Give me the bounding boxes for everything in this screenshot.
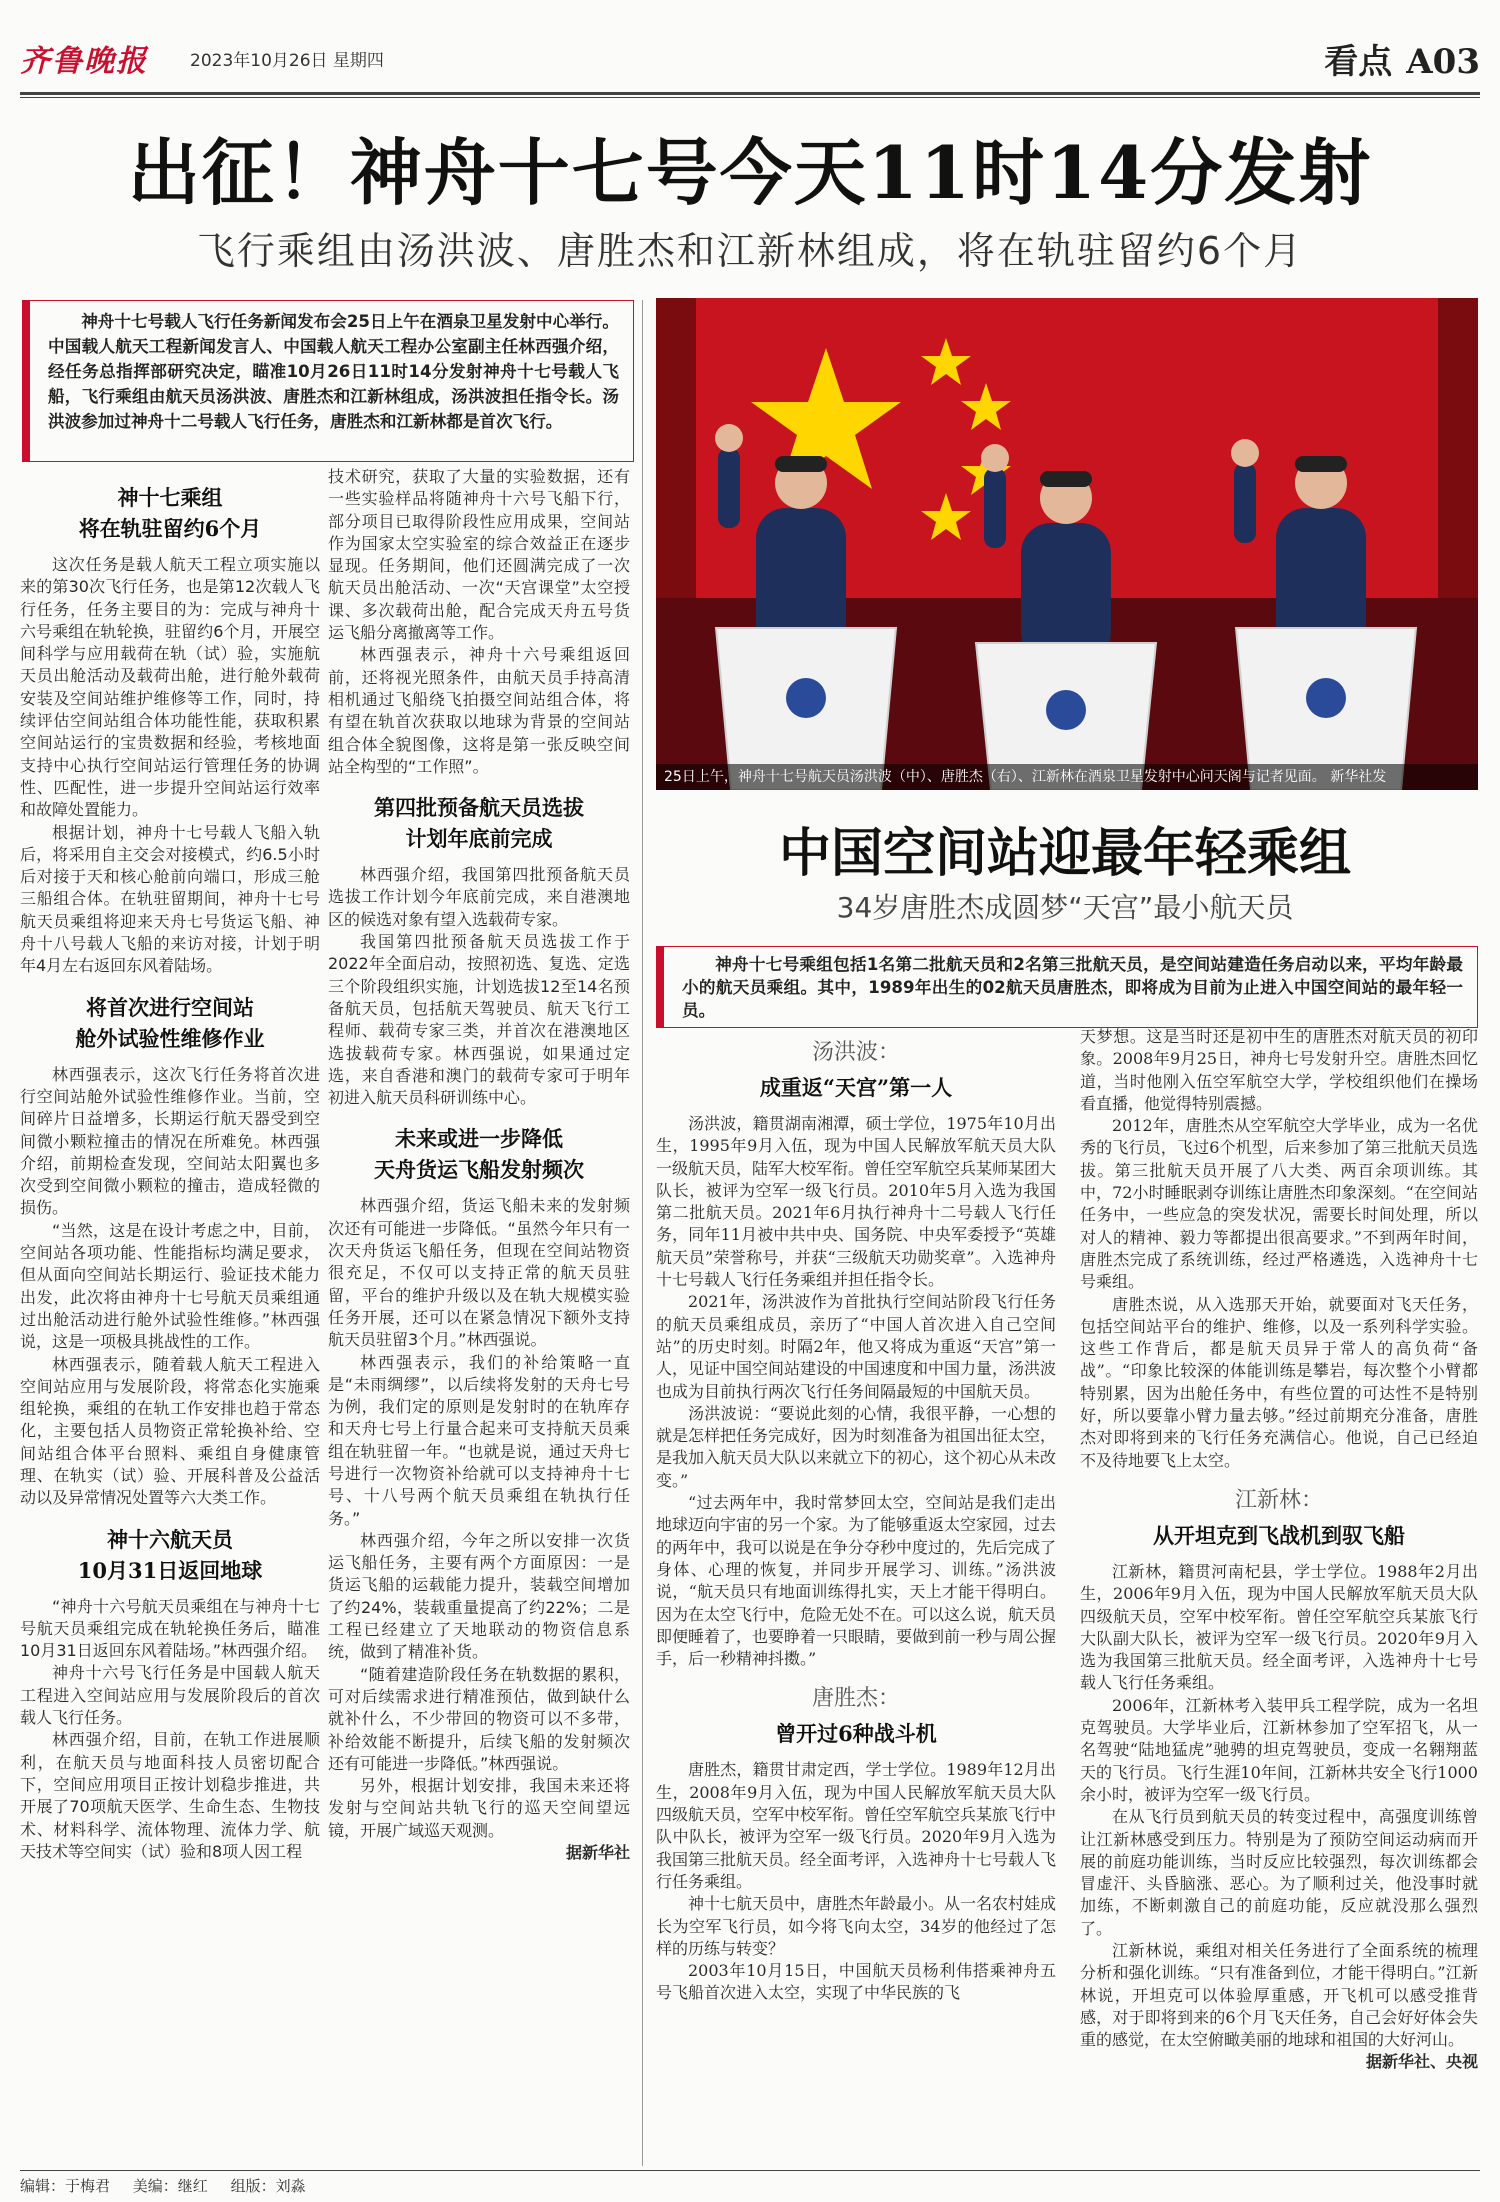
section-heading: 神十六航天员 10月31日返回地球 xyxy=(77,1526,263,1583)
paragraph: 神舟十六号飞行任务是中国载人航天工程进入空间站应用与发展阶段后的首次载人飞行任务。 xyxy=(20,1663,320,1728)
paragraph: 唐胜杰说，从入选那天开始，就要面对飞天任务，包括空间站平台的维护、维修，以及一系列科学实验。这些工作背后，都是航天员异于常人的高负荷“备战”。“印象比较深的体能训练是攀岩，每次整个小臂都特别累，因为出舱任务中，有些位置的可达性不是特别好，所以要靠小臂力量去够。”经过前期充分准备，唐胜杰对即将到来的飞行任务充满信心。他说，自己已经迫不及待地要飞上太空。 xyxy=(1080,1294,1478,1470)
paragraph: 林西强介绍，目前，在轨工作进展顺利，在航天员与地面科技人员密切配合下，空间应用项目正按计划稳步推进，共开展了70项航天医学、生命生态、生物技术、材料科学、流体物理、流体力学、航天技术等空间实（试）验和8项人因工程 xyxy=(20,1730,320,1861)
section-name: 看点 xyxy=(1324,42,1393,82)
column-divider xyxy=(642,300,643,2166)
section-heading: 将首次进行空间站 舱外试验性维修作业 xyxy=(75,994,265,1051)
column-b xyxy=(328,466,630,2166)
column-d xyxy=(1080,1026,1478,2166)
story2-lead: 神舟十七号乘组包括1名第二批航天员和2名第三批航天员，是空间站建造任务启动以来，平均年龄最小的航天员乘组。其中，1989年出生的02航天员唐胜杰，即将成为目前为止进入中国空间站的最年轻一员。 xyxy=(656,946,1478,1028)
top-rule xyxy=(20,92,1480,95)
paragraph: “当然，这是在设计考虑之中，目前，空间站各项功能、性能指标均满足要求，但从面向空间站长期运行、验证技术能力出发，此次将由神舟十七号航天员乘组通过出舱活动进行舱外试验性维修。”林西强说，这是一项极具挑战性的工作。 xyxy=(20,1220,320,1352)
paragraph: “随着建造阶段任务在轨数据的累积，可对后续需求进行精准预估，做到缺什么就补什么，不少带回的物资可以不多带，补给效能不断提升，后续飞船的发射频次还有可能进一步降低。”林西强说。 xyxy=(328,1664,630,1773)
paragraph: 根据计划，神舟十七号载人飞船入轨后，将采用自主交会对接模式，约6.5小时后对接于天和核心舱前向端口，形成三舱三船组合体。在轨驻留期间，神舟十七号航天员乘组将迎来天舟七号货运飞船、神舟十八号载人飞船的来访对接，计划于明年4月左右返回东风着陆场。 xyxy=(20,822,320,976)
paragraph: 林西强介绍，货运飞船未来的发射频次还有可能进一步降低。“虽然今年只有一次天舟货运飞船任务，但现在空间站物资很充足，不仅可以支持正常的航天员驻留，平台的维护升级以及在轨大规模实验任务开展，还可以在紧急情况下额外支持航天员驻留3个月。”林西强说。 xyxy=(328,1196,630,1350)
page-number: A03 xyxy=(1406,42,1480,82)
story2-headline: 中国空间站迎最年轻乘组 xyxy=(778,823,1351,884)
paragraph: 林西强表示，随着载人航天工程进入空间站应用与发展阶段，将常态化实施乘组轮换，乘组的在轨工作安排也趋于常态化，主要包括人员物资正常轮换补给、空间站组合体平台照料、乘组自身健康管理、在轨实（试）验、开展科普及公益活动以及异常情况处置等六大类工作。 xyxy=(20,1354,320,1508)
section-heading: 第四批预备航天员选拔 计划年底前完成 xyxy=(374,795,584,852)
story2-subheadline: 34岁唐胜杰成圆梦“天宫”最小航天员 xyxy=(836,891,1294,924)
paragraph: 2003年10月15日，中国航天员杨利伟搭乘神舟五号飞船首次进入太空，实现了中华民族的飞 xyxy=(656,1961,1056,2003)
photo-illustration xyxy=(656,298,1478,790)
layout-credit: 组版：刘淼 xyxy=(230,2177,306,2195)
mission-badge-icon xyxy=(1306,678,1346,718)
section-label xyxy=(1324,34,1480,83)
designer-credit: 美编：继红 xyxy=(132,2177,208,2195)
paragraph: 在从飞行员到航天员的转变过程中，高强度训练曾让江新林感受到压力。特别是为了预防空间运动病而开展的前庭功能训练，当时反应比较强烈，每次训练都会冒虚汗、头昏脑涨、恶心。为了顺利过关，他没事时就加练，不断刺激自己的前庭功能，反应就没那么强烈了。 xyxy=(1080,1807,1478,1938)
bottom-rule xyxy=(20,2170,1480,2171)
astronaut-name: 江新林： xyxy=(1234,1487,1323,1513)
paragraph: 这次任务是载人航天工程立项实施以来的第30次飞行任务，也是第12次载人飞行任务，任务主要目的为：完成与神舟十六号乘组在轨轮换，驻留约6个月，开展空间科学与应用载荷在轨（试）验，实施航天员出舱活动及载荷出舱，进行舱外载荷安装及空间站维护维修等工作，同时，持续评估空间站组合体功能性能，获取积累空间站运行的宝贵数据和经验，考核地面支持中心执行空间站运行管理任务的协调性、匹配性，进一步提升空间站运行效率和故障处置能力。 xyxy=(20,555,320,820)
column-c xyxy=(656,1036,1056,2166)
paragraph: 天梦想。这是当时还是初中生的唐胜杰对航天员的初印象。2008年9月25日，神舟七号发射升空。唐胜杰回忆道，当时他刚入伍空军航空大学，学校组织他们在操场看直播，他觉得特别震撼。 xyxy=(1080,1027,1478,1113)
main-subheadline: 飞行乘组由汤洪波、唐胜杰和江新林组成，将在轨驻留约6个月 xyxy=(196,229,1304,273)
source-credit: 据新华社 xyxy=(565,1843,630,1863)
section-heading: 成重返“天宫”第一人 xyxy=(759,1075,953,1100)
source-credit: 据新华社、央视 xyxy=(1365,2052,1478,2072)
issue-date: 2023年10月26日 星期四 xyxy=(190,51,384,71)
paragraph: 2012年，唐胜杰从空军航空大学毕业，成为一名优秀的飞行员，飞过6个机型，后来参加了第三批航天员选拔。第三批航天员开展了八大类、两百余项训练。其中，72小时睡眠剥夺训练让唐胜杰印象深刻。“在空间站任务中，一些应急的突发状况，需要长时间处理，所以对人的精神、毅力等都提出很高要求。”不到两年时间，唐胜杰完成了系统训练，经过严格遴选，入选神舟十七号乘组。 xyxy=(1080,1116,1478,1292)
top-rule-thin xyxy=(20,97,1480,98)
paragraph: 林西强表示，这次飞行任务将首次进行空间站舱外试验性维修作业。当前，空间碎片日益增多，长期运行航天器受到空间微小颗粒撞击的情况在所难免。林西强介绍，前期检查发现，空间站太阳翼也多次受到空间微小颗粒的撞击，造成轻微的损伤。 xyxy=(20,1064,320,1218)
paragraph: 另外，根据计划安排，我国未来还将发射与空间站共轨飞行的巡天空间望远镜，开展广域巡天观测。 xyxy=(328,1776,630,1840)
astronaut-name: 汤洪波： xyxy=(811,1040,900,1065)
paragraph: 林西强介绍，我国第四批预备航天员选拔工作计划今年底前完成，来自港澳地区的候选对象有望入选载荷专家。 xyxy=(328,865,630,929)
mission-badge-icon xyxy=(1046,690,1086,730)
paragraph: 江新林，籍贯河南杞县，学士学位。1988年2月出生，2006年9月入伍，现为中国人民解放军航天员大队四级航天员，空军中校军衔。曾任空军航空兵某旅飞行大队副大队长，被评为空军一级飞行员。2020年9月入选为我国第三批航天员。经全面考评，入选神舟十七号载人飞行任务乘组。 xyxy=(1080,1561,1478,1693)
astronauts-photo xyxy=(656,298,1478,790)
section-heading: 神十七乘组 将在轨驻留约6个月 xyxy=(78,485,262,541)
paragraph: 江新林说，乘组对相关任务进行了全面系统的梳理分析和强化训练。“只有准备到位，才能干得明白。”江新林说，开坦克可以体验厚重感，开飞机可以感受推背感，对于即将到来的6个月飞天任务，自己会好好体会失重的感觉，在太空俯瞰美丽的地球和祖国的大好河山。 xyxy=(1080,1940,1478,2050)
newspaper-logo: 齐鲁晚报 xyxy=(20,44,148,79)
paragraph: 唐胜杰，籍贯甘肃定西，学士学位。1989年12月出生，2008年9月入伍，现为中国人民解放军航天员大队四级航天员，空军中校军衔。曾任空军航空兵某旅飞行中队中队长，被评为空军一级飞行员。2020年9月入选为我国第三批航天员。经全面考评，入选神舟十七号载人飞行任务乘组。 xyxy=(656,1760,1056,1891)
lead-paragraph: 神舟十七号载人飞行任务新闻发布会25日上午在酒泉卫星发射中心举行。中国载人航天工程新闻发言人、中国载人航天工程办公室副主任林西强介绍，经任务总指挥部研究决定，瞄准10月26日11时14分发射神舟十七号载人飞船，飞行乘组由航天员汤洪波、唐胜杰和江新林组成，汤洪波担任指令长。汤洪波参加过神舟十二号载人飞行任务，唐胜杰和江新林都是首次飞行。 xyxy=(22,300,634,462)
paragraph: “过去两年中，我时常梦回太空，空间站是我们走出地球迈向宇宙的另一个家。为了能够重返太空家园，过去的两年中，我可以说是在争分夺秒中度过的，先后完成了身体、心理的恢复，并同步开展学习、训练。”汤洪波说，“航天员只有地面训练得扎实，天上才能干得明白。因为在太空飞行中，危险无处不在。可以这么说，航天员即便睡着了，也要睁着一只眼睛，要做到前一秒与周公握手，后一秒精神抖擞。” xyxy=(656,1493,1056,1669)
paragraph: 林西强介绍，今年之所以安排一次货运飞船任务，主要有两个方面原因：一是货运飞船的运载能力提升，装载空间增加了约24%，装载重量提高了约22%；二是工程已经建立了天地联动的物资信息系统，做到了精准补货。 xyxy=(328,1530,630,1662)
main-headline: 出征！神舟十七号今天11时14分发射 xyxy=(127,130,1373,215)
paragraph: 2021年，汤洪波作为首批执行空间站阶段飞行任务的航天员乘组成员，亲历了“中国人首次进入自己空间站”的历史时刻。时隔2年，他又将成为重返“天宫”第一人，见证中国空间站建设的中国速度和中国力量，汤洪波也成为目前执行两次飞行任务间隔最短的中国航天员。 xyxy=(656,1292,1056,1401)
paragraph: 汤洪波，籍贯湖南湘潭，硕士学位，1975年10月出生，1995年9月入伍，现为中国人民解放军航天员大队一级航天员，陆军大校军衔。曾任空军航空兵某师某团大队长，被评为空军一级飞行员。2010年5月入选为我国第二批航天员。2021年6月执行神舟十二号载人飞行任务，同年11月被中共中央、国务院、中央军委授予“英雄航天员”荣誉称号，并获“三级航天功勋奖章”。入选神舟十七号载人飞行任务乘组并担任指令长。 xyxy=(656,1114,1056,1290)
paragraph: 林西强表示，我们的补给策略一直是“未雨绸缪”，以后续将发射的天舟七号为例，我们定的原则是发射时的在轨库存和天舟七号上行量合起来可支持航天员乘组在轨驻留一年。“也就是说，通过天舟七号进行一次物资补给就可以支持神舟十七号、十八号两个航天员乘组在轨执行任务。” xyxy=(328,1352,630,1528)
editor-credit: 编辑：于梅君 xyxy=(20,2177,111,2195)
paragraph: 汤洪波说：“要说此刻的心情，我很平静，一心想的就是怎样把任务完成好，因为时刻准备为祖国出征太空，是我加入航天员大队以来就立下的初心，这个初心从未改变。” xyxy=(656,1403,1056,1490)
paragraph: “神舟十六号航天员乘组在与神舟十七号航天员乘组完成在轨轮换任务后，瞄准10月31日返回东风着陆场。”林西强介绍。 xyxy=(20,1596,320,1661)
section-heading: 从开坦克到飞战机到驭飞船 xyxy=(1153,1522,1405,1548)
section-heading: 曾开过6种战斗机 xyxy=(775,1721,937,1747)
paragraph: 我国第四批预备航天员选拔工作于2022年全面启动，按照初选、复选、定选三个阶段组织实施，计划选拔12至14名预备航天员，包括航天驾驶员、航天飞行工程师、载荷专家三类，并首次在港澳地区选拔载荷专家。林西强说，如果通过定选，来自香港和澳门的载荷专家可于明年初进入航天员科研训练中心。 xyxy=(328,932,630,1108)
astronaut-name: 唐胜杰： xyxy=(811,1686,900,1712)
paragraph: 神十七航天员中，唐胜杰年龄最小。从一名农村娃成长为空军飞行员，如今将飞向太空，34岁的他经过了怎样的历练与转变？ xyxy=(656,1894,1056,1958)
paragraph: 林西强表示，神舟十六号乘组返回前，还将视光照条件，由航天员手持高清相机通过飞船绕飞拍摄空间站组合体，将有望在轨首次获取以地球为背景的空间站组合体全貌图像，这将是第一张反映空间站全构型的“工作照”。 xyxy=(328,645,630,776)
paragraph: 技术研究，获取了大量的实验数据，还有一些实验样品将随神舟十六号飞船下行，部分项目已取得阶段性应用成果，空间站作为国家太空实验室的综合效益正在逐步显现。任务期间，他们还圆满完成了一次航天员出舱活动、一次“天宫课堂”太空授课、多次载荷出舱，配合完成天舟五号货运飞船分离撤离等工作。 xyxy=(328,467,630,643)
paragraph: 2006年，江新林考入装甲兵工程学院，成为一名坦克驾驶员。大学毕业后，江新林参加了空军招飞，从一名驾驶“陆地猛虎”驰骋的坦克驾驶员，变成一名翱翔蓝天的飞行员。飞行生涯10年间，江新林共安全飞行1000余小时，被评为空军一级飞行员。 xyxy=(1080,1695,1478,1804)
masthead xyxy=(20,28,1480,88)
column-a xyxy=(20,476,320,2166)
page-footer xyxy=(20,2176,1480,2196)
photo-caption: 25日上午，神舟十七号航天员汤洪波（中）、唐胜杰（右）、江新林在酒泉卫星发射中心问天阁与记者见面。 新华社发 xyxy=(656,764,1478,790)
mission-badge-icon xyxy=(786,678,826,718)
section-heading: 未来或进一步降低 天舟货运飞船发射频次 xyxy=(374,1126,584,1183)
